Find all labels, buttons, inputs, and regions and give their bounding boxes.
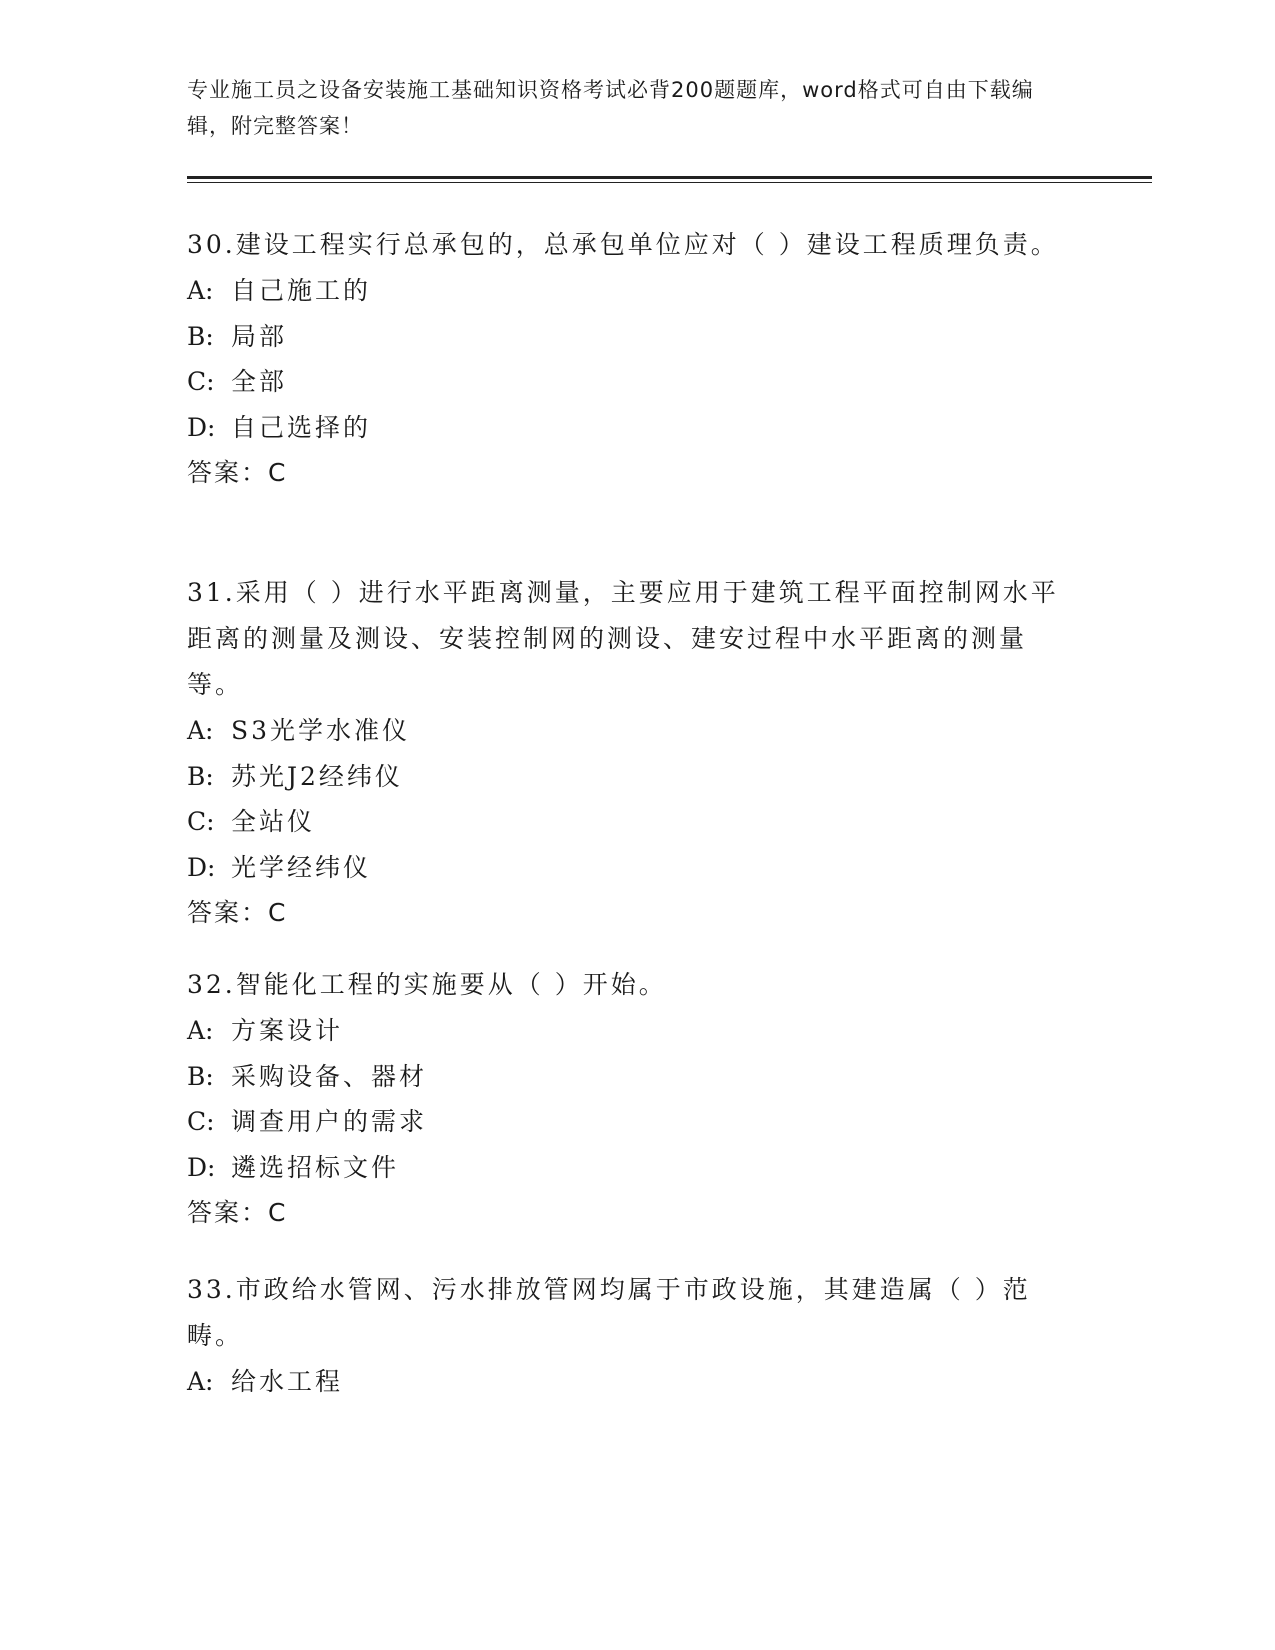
option-letter: C:: [187, 367, 215, 396]
answer-label: 答案：: [187, 1198, 269, 1227]
question-31: [187, 570, 1067, 936]
option-text: S3光学水准仪: [231, 716, 411, 745]
option-text: 遴选招标文件: [231, 1152, 400, 1182]
option-text: 苏光J2经纬仪: [231, 761, 403, 791]
option-text: 全站仪: [231, 807, 316, 836]
option-letter: A:: [187, 276, 214, 305]
option-text: 全部: [231, 367, 288, 396]
answer-line: [187, 450, 1067, 496]
answer-line: [187, 1190, 1067, 1236]
option-letter: D:: [187, 852, 216, 882]
answer-label: 答案：: [187, 458, 269, 487]
option-text: 光学经纬仪: [231, 852, 372, 882]
option-a: [187, 1359, 1067, 1405]
option-letter: B:: [187, 761, 214, 791]
answer-value: C: [268, 898, 288, 927]
option-text: 自己施工的: [231, 276, 372, 305]
option-a: [187, 1008, 1067, 1054]
option-text: 方案设计: [231, 1016, 344, 1045]
option-d: [187, 1145, 1067, 1191]
option-b: [187, 1054, 1067, 1100]
option-letter: A:: [187, 716, 214, 745]
answer-value: C: [268, 458, 288, 487]
option-letter: D:: [187, 1152, 216, 1182]
option-letter: B:: [187, 321, 214, 351]
question-stem: 31.采用（ ）进行水平距离测量，主要应用于建筑工程平面控制网水平距离的测量及测设、安装控制网的测设、建安过程中水平距离的测量等。: [187, 578, 1059, 699]
option-letter: A:: [187, 1367, 214, 1396]
question-stem: 33.市政给水管网、污水排放管网均属于市政设施，其建造属（ ）范畴。: [187, 1275, 1031, 1350]
option-text: 采购设备、器材: [231, 1061, 428, 1091]
answer-value: C: [268, 1198, 288, 1227]
question-33: [187, 1267, 1067, 1405]
answer-label: 答案：: [187, 898, 269, 927]
option-letter: B:: [187, 1061, 214, 1091]
question-30: [187, 222, 1067, 496]
answer-line: [187, 890, 1067, 936]
option-d: [187, 405, 1067, 451]
option-c: [187, 1099, 1067, 1145]
option-c: [187, 359, 1067, 405]
header-divider-thin: [187, 182, 1152, 183]
option-a: [187, 708, 1067, 754]
option-b: [187, 754, 1067, 800]
option-c: [187, 799, 1067, 845]
document-header: 专业施工员之设备安装施工基础知识资格考试必背200题题库，word格式可自由下载编辑，附完整答案！: [187, 78, 1034, 138]
option-letter: C:: [187, 1107, 215, 1136]
question-stem: 30.建设工程实行总承包的，总承包单位应对（ ）建设工程质理负责。: [187, 230, 1059, 259]
option-letter: A:: [187, 1016, 214, 1045]
option-b: [187, 314, 1067, 360]
question-stem: 32.智能化工程的实施要从（ ）开始。: [187, 970, 667, 999]
option-d: [187, 845, 1067, 891]
option-a: [187, 268, 1067, 314]
header-divider-thick: [187, 176, 1152, 179]
option-letter: D:: [187, 412, 216, 442]
option-text: 局部: [231, 321, 288, 351]
option-text: 给水工程: [231, 1367, 344, 1396]
question-32: [187, 962, 1067, 1236]
option-text: 调查用户的需求: [231, 1107, 428, 1136]
option-letter: C:: [187, 807, 215, 836]
option-text: 自己选择的: [231, 412, 372, 442]
